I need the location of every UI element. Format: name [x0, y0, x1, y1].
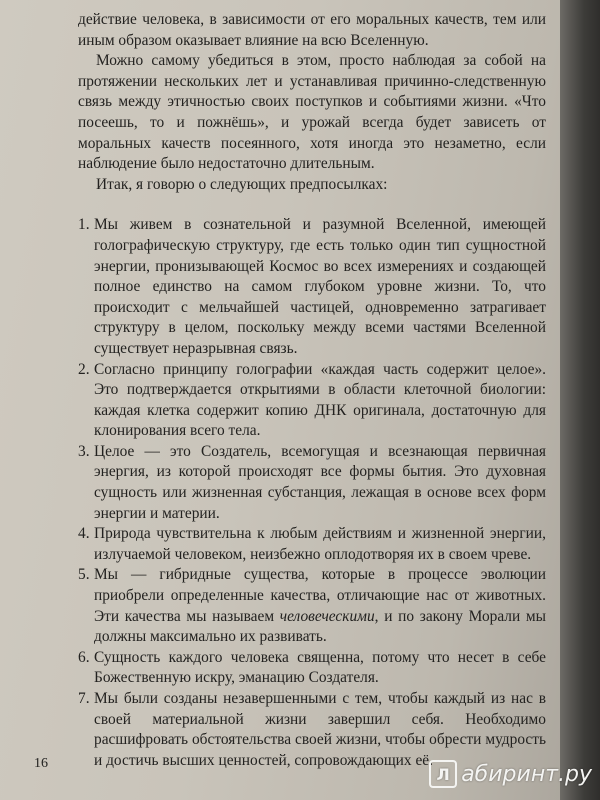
list-item	[78, 524, 546, 565]
intro-line-1: действие человека, в зависимости от его моральных качеств, тем или	[78, 11, 546, 28]
watermark-text: абиринт.ру	[461, 761, 592, 787]
item-text-cont: , и по закону Морали мы должны максимально их развивать.	[94, 607, 546, 646]
item-number: 6.	[78, 648, 90, 666]
item-text: Целое — это Создатель, всемогущая и всезнающая первичная энергия, из которой происходят все формы бытия. Это духовная сущность или жизненная субстанция, лежащая в основе всех форм энергии и материи.	[94, 442, 546, 522]
item-text: Мы — гибридные существа, которые в процессе эволюции приобрели определенные качества, отличающие нас от животных. Эти качества мы называем	[94, 566, 546, 625]
spacer	[78, 195, 546, 215]
item-text: Согласно принципу голографии «каждая часть содержит целое». Это подтверждается открытиями в области клеточной биологии: каждая клетка содержит копию ДНК оригинала, достаточную для клонирования всего тела.	[94, 360, 546, 440]
list-item	[78, 565, 546, 647]
item-number: 1.	[78, 216, 90, 234]
list-item	[78, 442, 546, 524]
item-number: 2.	[78, 360, 90, 378]
list-item	[78, 360, 546, 442]
page-number: 16	[34, 756, 48, 771]
item-text: Мы были созданы незавершенными с тем, чтобы каждый из нас в своей материальной жизни завершил себя. Необходимо расшифровать обстоятельства своей жизни, чтобы обрести мудрость и достичь высших ценностей, сопровождающих её.	[94, 690, 546, 769]
item-text: Природа чувствительна к любым действиям и жизненной энергии, излучаемой человеком, неизбежно оплодотворяя их в своем чреве.	[94, 525, 546, 563]
list-item	[78, 648, 546, 689]
item-number: 7.	[78, 690, 90, 707]
intro-line-2: иным образом оказывает влияние на всю Вселенную.	[78, 31, 429, 49]
watermark	[429, 760, 592, 788]
page-edge-shadow	[560, 0, 600, 800]
paragraph-2: Можно самому убедиться в этом, просто наблюдая за собой на протяжении нескольких лет и устанавливая причинно-следственную связь между этичностью своих поступков и событиями жизни. «Что посеешь, то и пожнёшь», и урожай всегда будет зависеть от моральных качеств посеянного, хотя иногда это незаметно, если наблюдение было недостаточно длительным.	[78, 52, 546, 173]
item-text: Сущность каждого человека священна, потому что несет в себе Божественную искру, эманацию Создателя.	[94, 648, 546, 687]
item-number: 3.	[78, 442, 90, 460]
list-item	[78, 215, 546, 359]
item-number: 5.	[78, 566, 90, 584]
item-text: Мы живем в сознательной и разумной Вселенной, имеющей голографическую структуру, где есть только один тип сущностной энергии, пронизывающей Космос во всех измерениях и создающей полное единство на самом глубоком уровне жизни. То, что происходит с мельчайшей частицей, одновременно затрагивает структуру в целом, поскольку между всеми частями Вселенной существует неразрывная связь.	[94, 216, 546, 357]
paragraph-3: Итак, я говорю о следующих предпосылках:	[96, 175, 388, 193]
page-text	[78, 10, 546, 771]
labirint-logo-icon: Л	[429, 760, 457, 788]
premises-list	[78, 215, 546, 771]
item-number: 4.	[78, 525, 90, 543]
item-emphasis: человеческими	[279, 607, 375, 625]
